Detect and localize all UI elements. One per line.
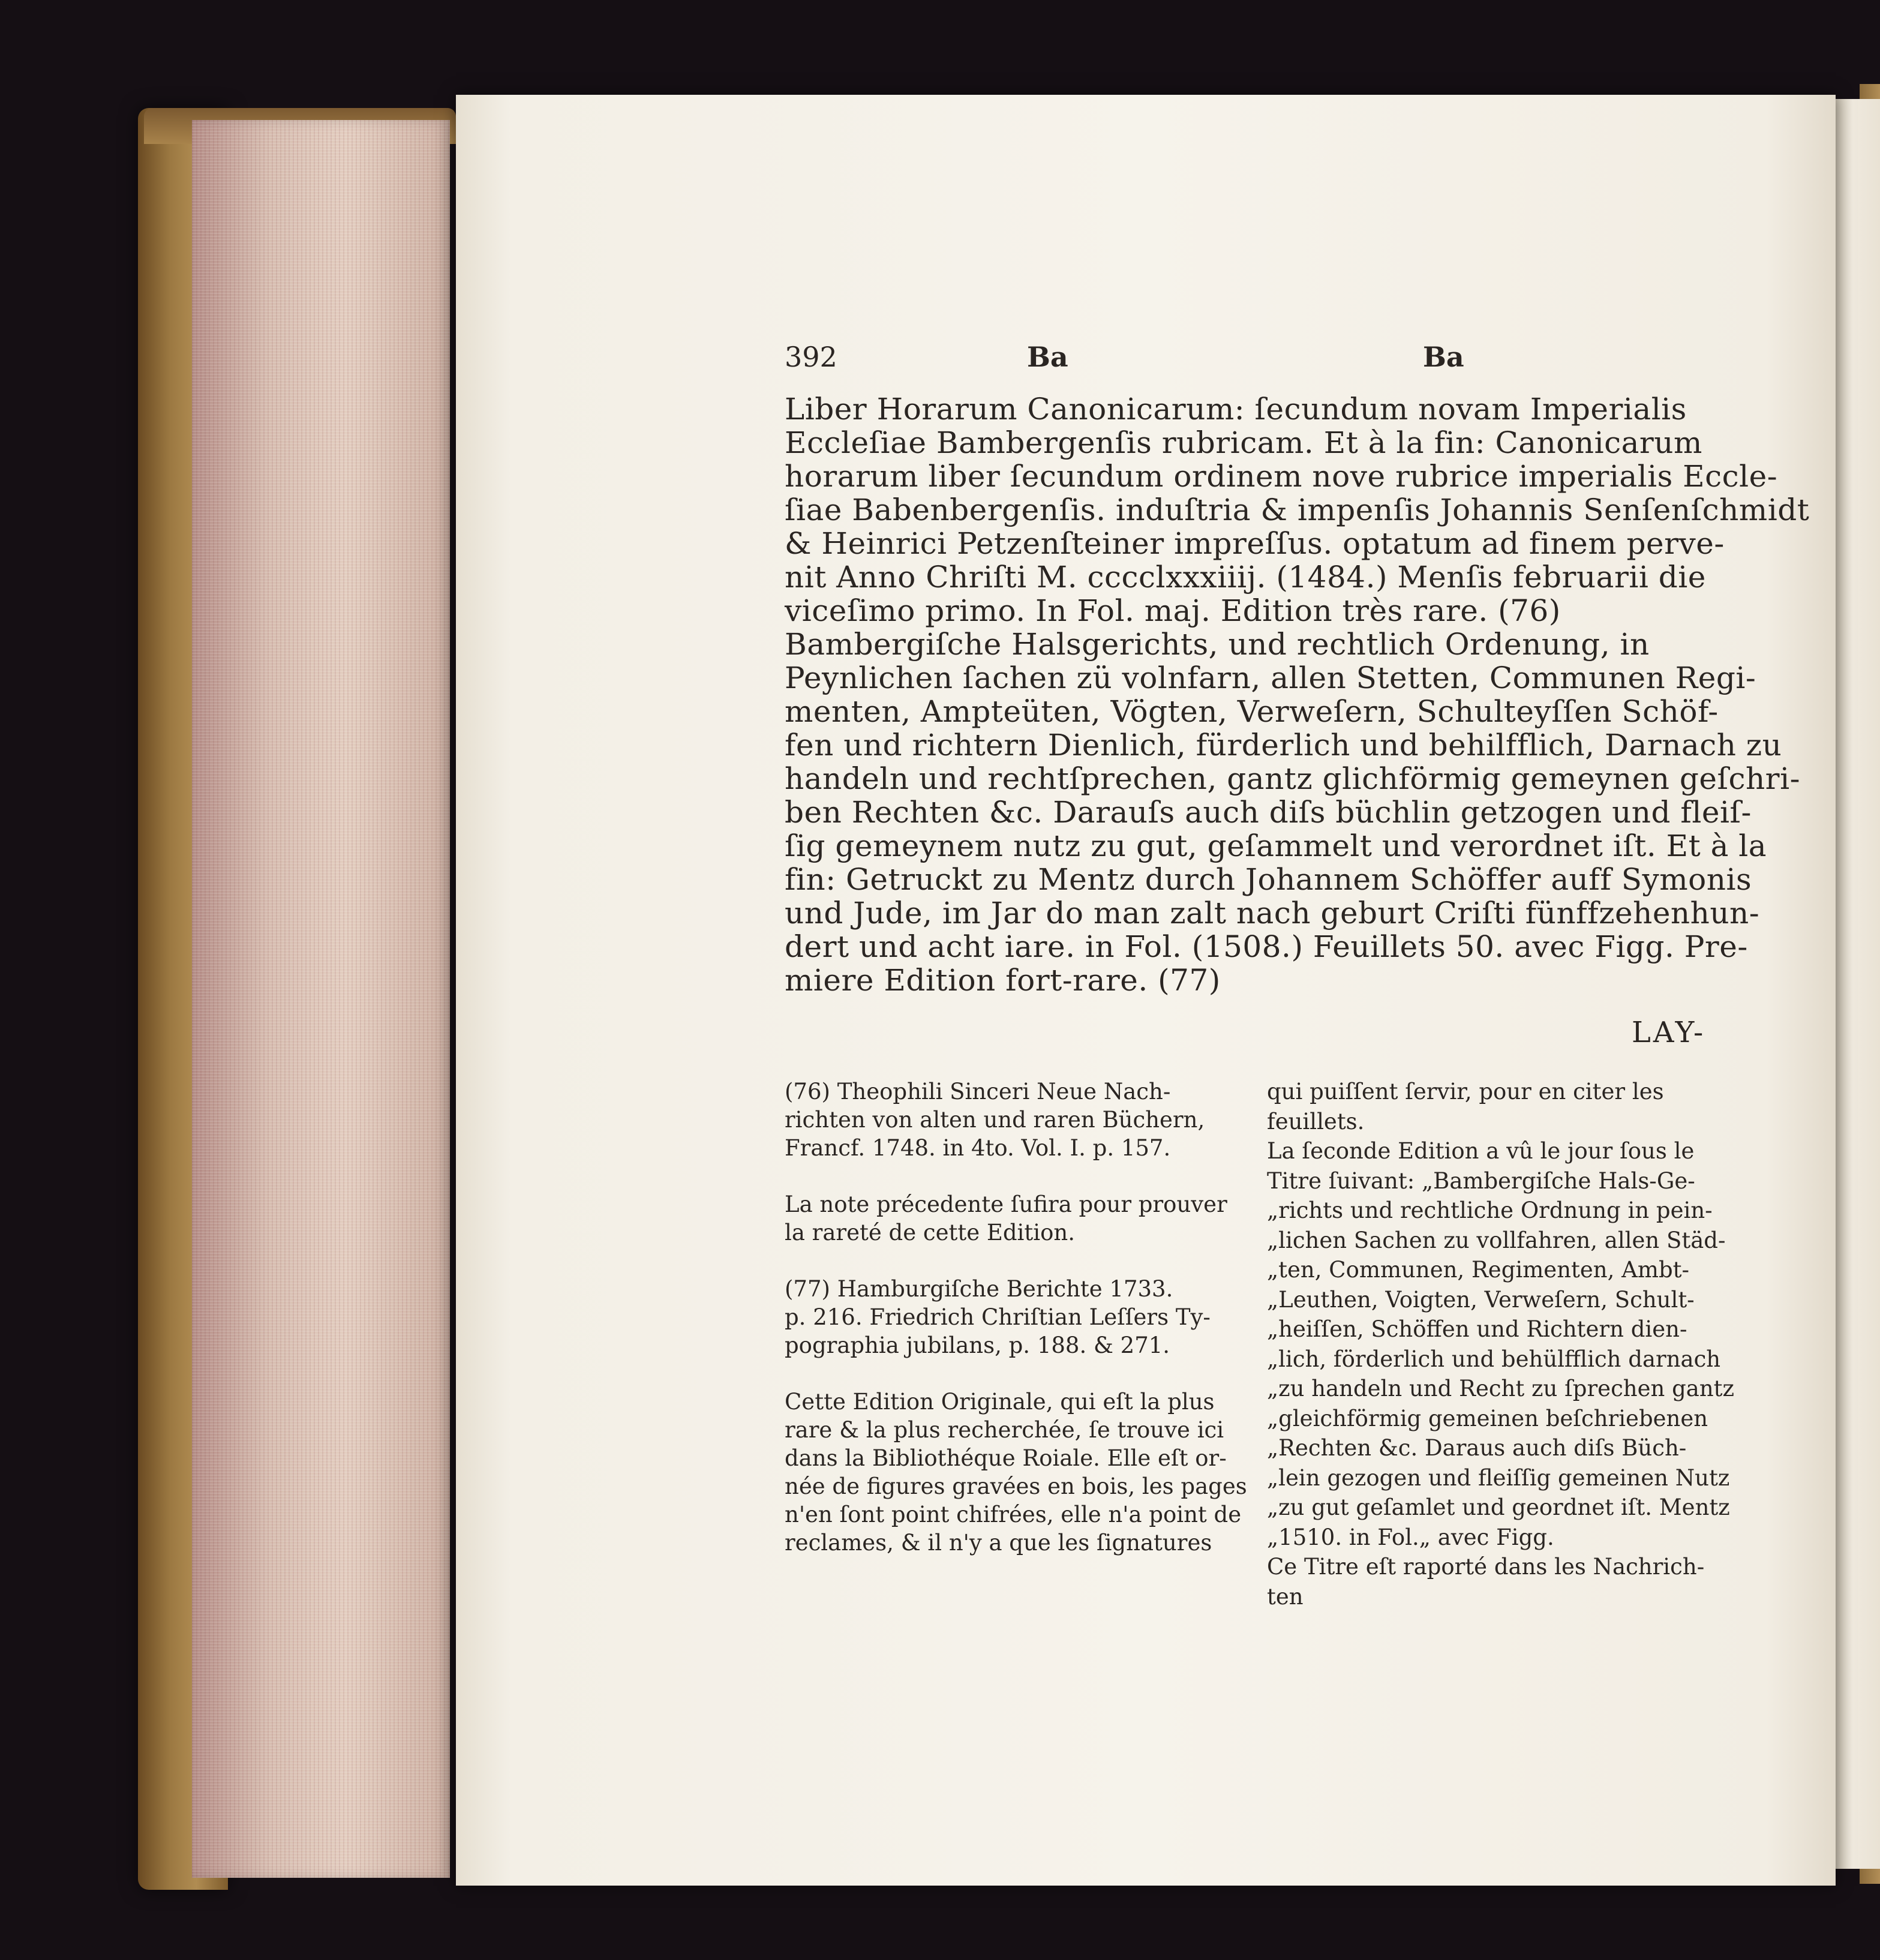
notes-right-line: „Leuthen, Voigten, Verweſern, Schult- (1267, 1286, 1695, 1313)
notes-left-line: Francf. 1748. in 4to. Vol. I. p. 157. (785, 1135, 1171, 1161)
notes-left-line: pographia jubilans, p. 188. & 271. (785, 1332, 1170, 1358)
notes-right-line: „zu handeln und Recht zu ſprechen gantz (1267, 1376, 1735, 1401)
catchword: LAY- (1632, 1016, 1706, 1049)
notes-right-line: „lichen Sachen zu vollfahren, allen Städ- (1267, 1227, 1726, 1253)
notes-left-line: n'en ſont point chifrées, elle n'a point de (785, 1502, 1242, 1527)
notes-right-line: qui puiſſent ſervir, pour en citer les (1267, 1079, 1664, 1104)
notes-left-line: La note précedente ſufira pour prouver (785, 1191, 1227, 1217)
notes-right-line: Ce Titre eſt raporté dans les Nachrich- (1267, 1554, 1705, 1580)
main-text-line: Bambergiſche Halsgerichts, und rechtlich Ordenung, in (785, 627, 1650, 662)
page-edges (192, 120, 450, 1878)
main-text-line: Eccleſiae Bambergenſis rubricam. Et à la fin: Canonicarum (785, 425, 1702, 460)
main-text-line: ſig gemeynem nutz zu gut, geſammelt und verordnet iſt. Et à la (785, 829, 1767, 863)
notes-left-line: reclames, & il n'y a que les ſignatures (785, 1530, 1212, 1556)
notes-left-line: la rareté de cette Edition. (785, 1220, 1075, 1245)
notes-right-line: feuillets. (1267, 1108, 1365, 1134)
notes-left-line: rare & la plus recherchée, ſe trouve ici (785, 1417, 1224, 1443)
notes-right-line: Titre ſuivant: „Bambergiſche Hals-Ge- (1267, 1167, 1695, 1194)
notes-right-line: „1510. in Fol.„ avec Figg. (1267, 1524, 1554, 1550)
main-text-line: miere Edition fort-rare. (77) (785, 963, 1221, 998)
notes-right-line: „ten, Communen, Regimenten, Ambt- (1267, 1257, 1690, 1283)
running-head-left: Ba (1027, 341, 1068, 373)
main-text-line: & Heinrici Petzenſteiner impreſſus. optatum ad finem perve- (785, 526, 1725, 561)
notes-right-line: „heiſſen, Schöffen und Richtern dien- (1267, 1316, 1687, 1342)
main-text-line: ſiae Babenbergenſis. induſtria & impenſis Johannis Senſenſchmidt (785, 493, 1810, 527)
notes-left-line: richten von alten und raren Büchern, (785, 1107, 1205, 1133)
notes-right-line: „gleichförmig gemeinen beſchriebenen (1267, 1405, 1708, 1431)
main-text-line: nit Anno Chriſti M. cccclxxxiiij. (1484.) Menſis februarii die (785, 560, 1706, 595)
notes-right-line: „Rechten &c. Daraus auch diſs Büch- (1267, 1435, 1687, 1461)
notes-left-line: p. 216. Friedrich Chriſtian Leſſers Ty- (785, 1304, 1211, 1330)
notes-left-line: (76) Theophili Sinceri Neue Nach- (785, 1079, 1171, 1104)
main-text-line: und Jude, im Jar do man zalt nach geburt Criſti fünffzehenhun- (785, 896, 1760, 931)
main-text-line: fen und richtern Dienlich, fürderlich und behilfflich, Darnach zu (785, 728, 1782, 763)
main-text-line: Liber Horarum Canonicarum: ſecundum novam Imperialis (785, 392, 1687, 427)
notes-right-line: „lein gezogen und fleiſſig gemeinen Nutz (1267, 1464, 1730, 1491)
running-head-right: Ba (1423, 341, 1464, 373)
main-text-line: viceſimo primo. In Fol. maj. Edition très rare. (76) (785, 593, 1561, 628)
main-text-line: dert und acht iare. in Fol. (1508.) Feuillets 50. avec Figg. Pre- (785, 929, 1748, 964)
main-text-line: Peynlichen ſachen zü volnfarn, allen Stetten, Communen Regi- (785, 661, 1756, 695)
notes-right-line: La ſeconde Edition a vû le jour ſous le (1267, 1138, 1695, 1164)
page-number: 392 (785, 341, 837, 373)
notes-left-line: (77) Hamburgiſche Berichte 1733. (785, 1276, 1173, 1302)
main-text-line: fin: Getruckt zu Mentz durch Johannem Schöffer auff Symonis (785, 862, 1752, 897)
main-text-line: menten, Ampteüten, Vögten, Verweſern, Schulteyſſen Schöf- (785, 694, 1719, 729)
notes-left-line: née de figures gravées en bois, les pages (785, 1473, 1247, 1499)
notes-right-line: „zu gut geſamlet und geordnet iſt. Mentz (1267, 1494, 1730, 1520)
book-page (456, 95, 1836, 1886)
main-text-line: handeln und rechtſprechen, gantz glichförmig gemeynen geſchri- (785, 761, 1800, 796)
main-text-line: ben Rechten &c. Darauſs auch diſs büchlin getzogen und fleiſ- (785, 795, 1752, 830)
facing-page-sliver (1834, 99, 1880, 1869)
notes-left-line: dans la Bibliothéque Roiale. Elle eſt or- (785, 1445, 1227, 1471)
notes-right-line: „richts und rechtliche Ordnung in pein- (1267, 1197, 1713, 1223)
notes-left-line: Cette Edition Originale, qui eſt la plus (785, 1389, 1215, 1415)
notes-right-line: „lich, förderlich und behülfflich darnach (1267, 1346, 1721, 1372)
main-text-line: horarum liber ſecundum ordinem nove rubrice imperialis Eccle- (785, 459, 1778, 494)
notes-right-line: ten (1267, 1583, 1304, 1610)
